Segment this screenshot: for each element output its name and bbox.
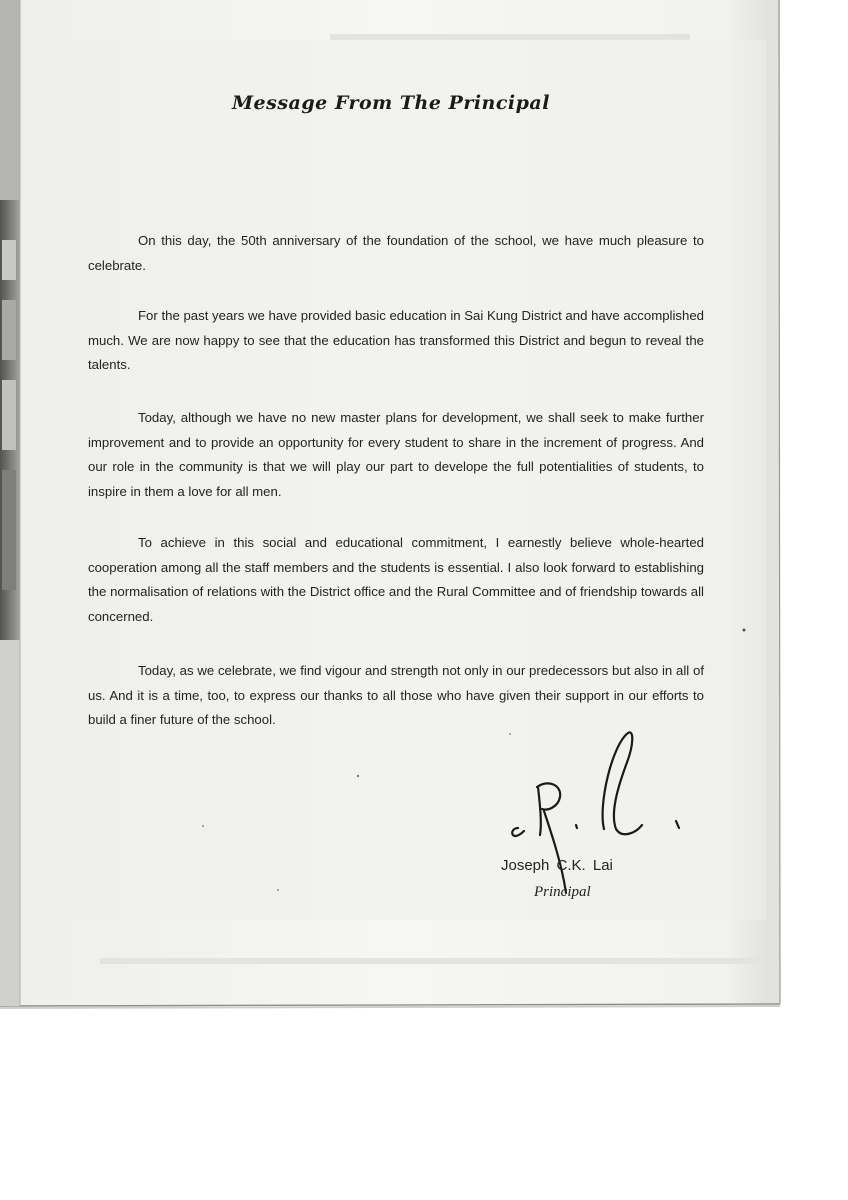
paragraph-3: Today, although we have no new master plans for development, we shall seek to make further improvement and to provide an opportunity for every student to share in the increment of progress. And our role in the community is that we will play our part to develope the full potentialities of students, to inspire in them a love for all men. bbox=[88, 410, 704, 499]
signatory-name: Joseph C.K. Lai bbox=[501, 857, 613, 874]
handwritten-signature bbox=[500, 725, 700, 905]
page-title: Message From The Principal bbox=[232, 92, 550, 114]
signatory-title: Principal bbox=[534, 884, 591, 900]
paragraph-5: Today, as we celebrate, we find vigour and strength not only in our predecessors but also in all of us. And it is a time, too, to express our thanks to all those who have given their support in our efforts to build a finer future of the school. bbox=[88, 663, 704, 727]
paragraph-2: For the past years we have provided basic education in Sai Kung District and have accomplished much. We are now happy to see that the education has transformed this District and begun to reveal the talents. bbox=[88, 308, 704, 372]
paragraph-4: To achieve in this social and educational commitment, I earnestly believe whole-hearted cooperation among all the staff members and the students is essential. I also look forward to establishing the normalisation of relations with the District office and the Rural Committee and of friendship towards all concerned. bbox=[88, 535, 704, 624]
paragraph-1: On this day, the 50th anniversary of the foundation of the school, we have much pleasure to celebrate. bbox=[88, 233, 704, 273]
